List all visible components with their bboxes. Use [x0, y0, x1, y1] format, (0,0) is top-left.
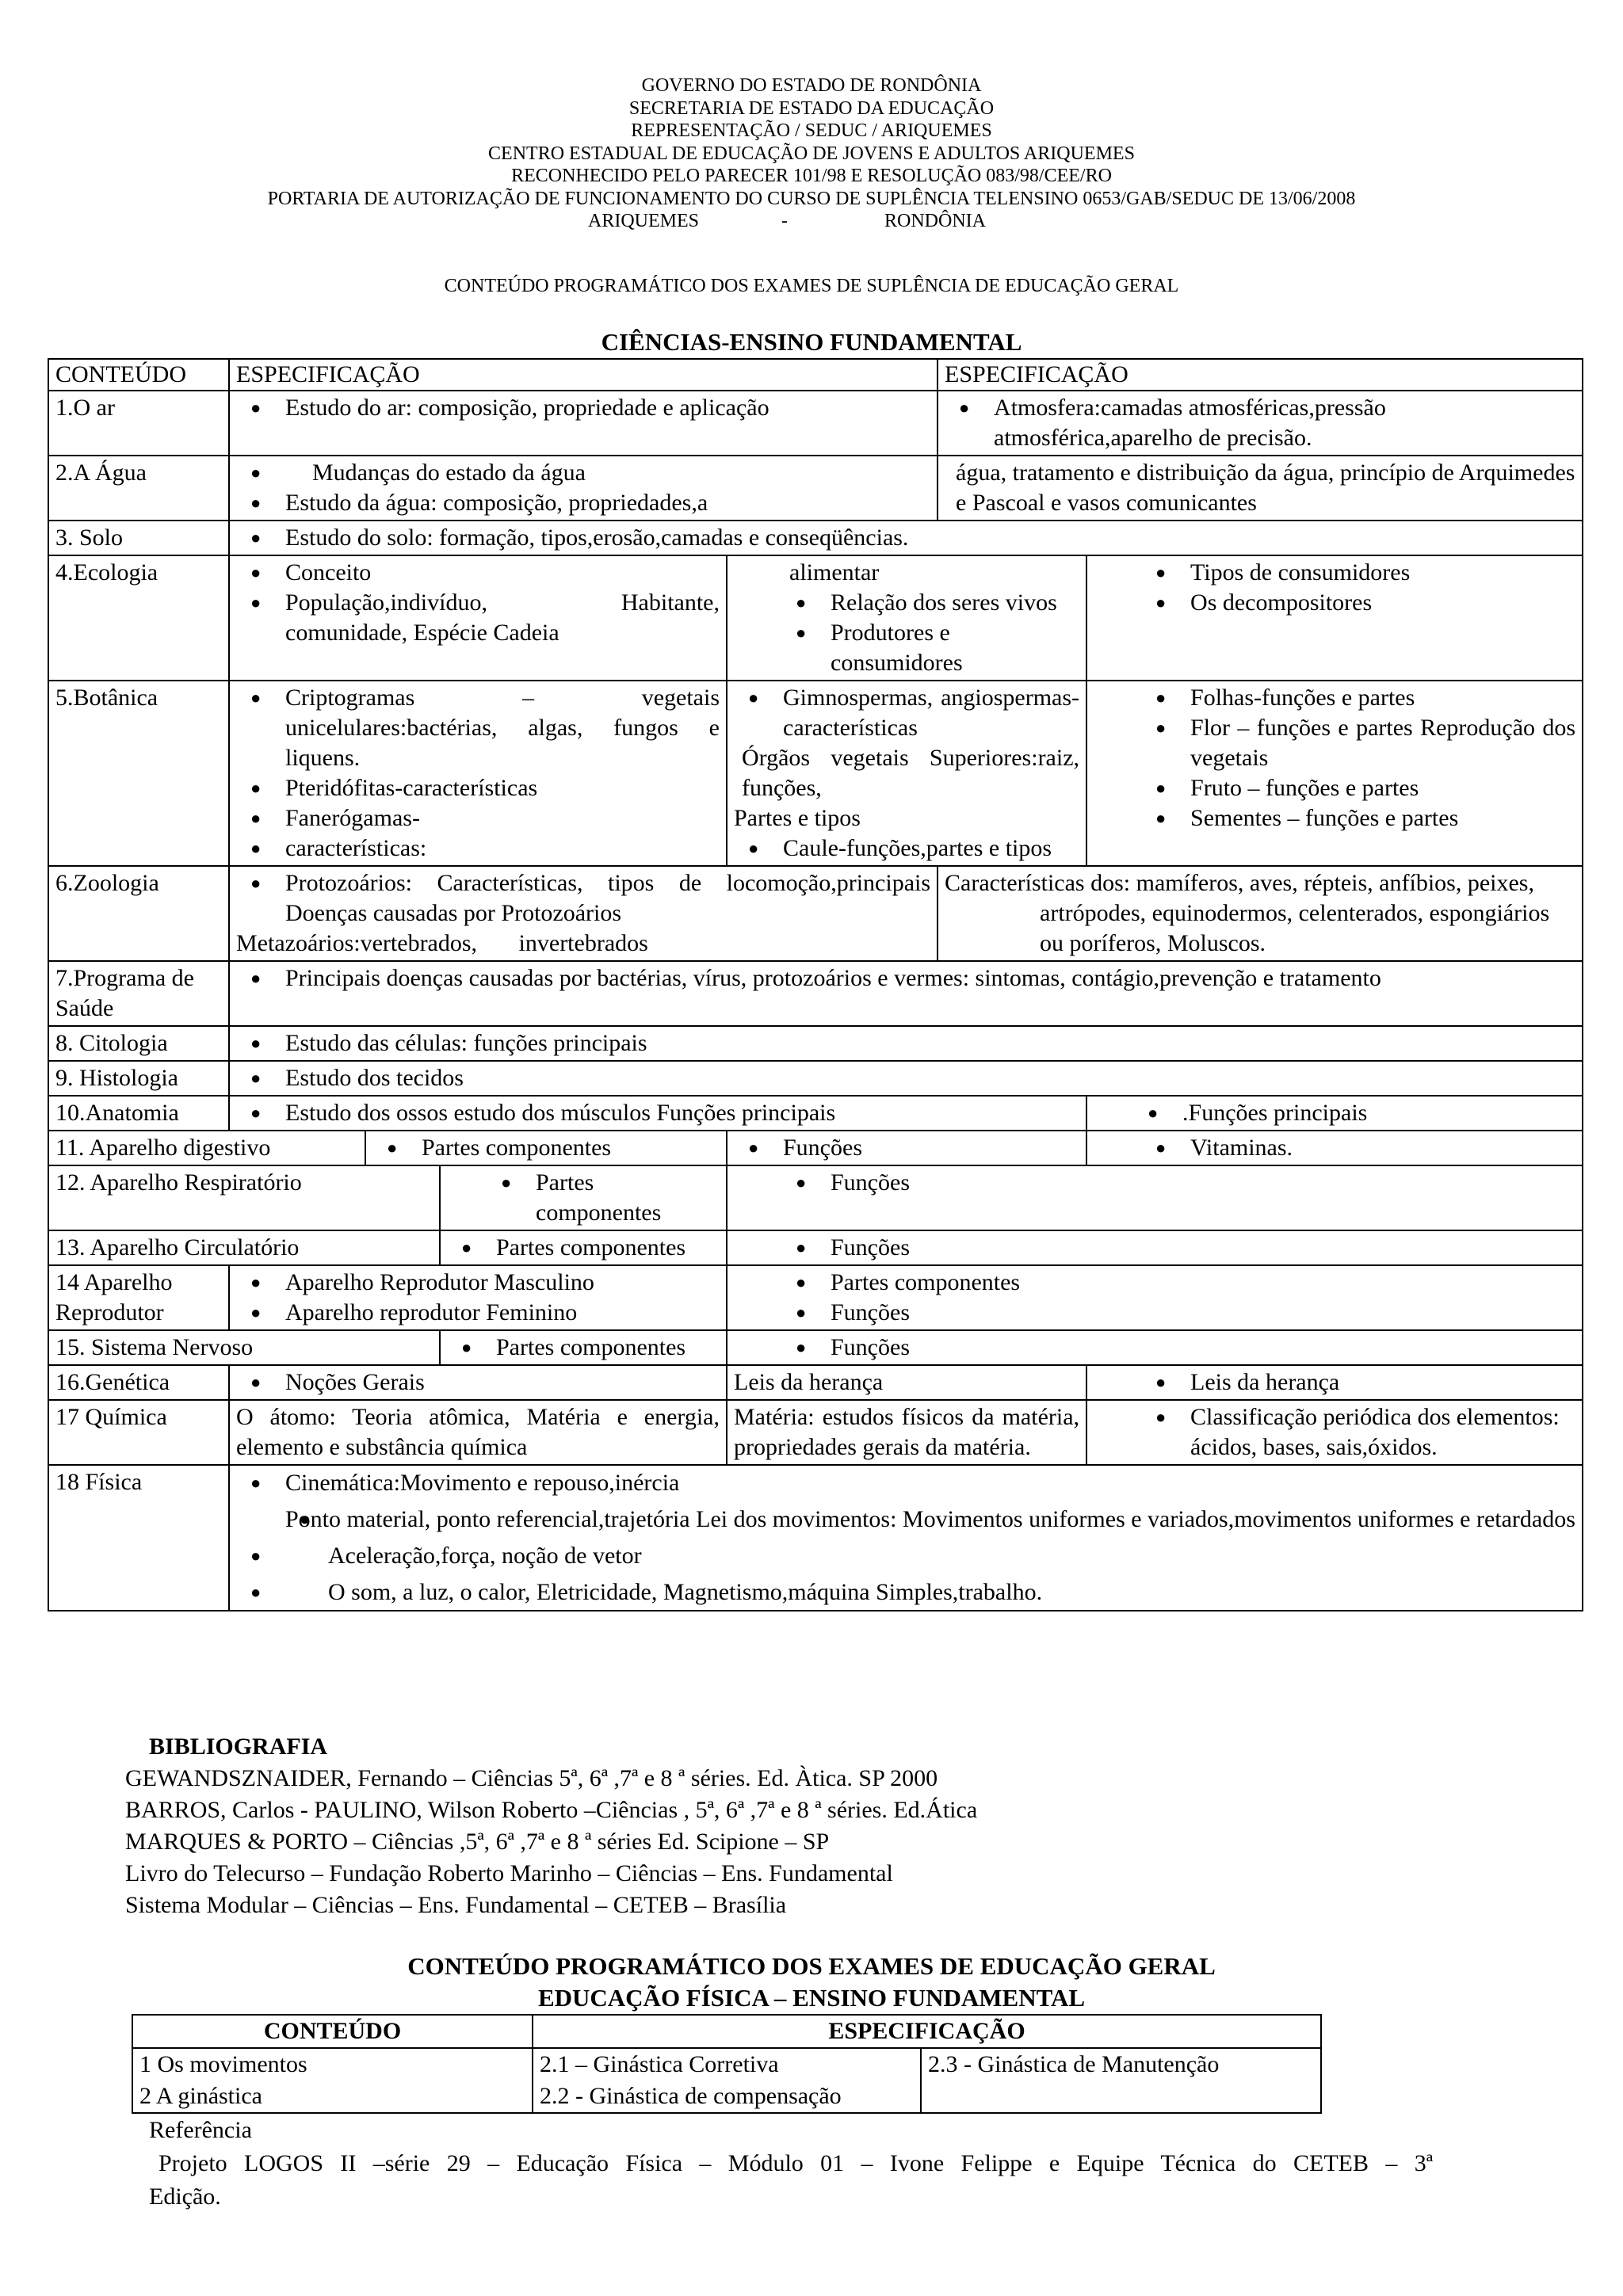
list-item: ● População,indivíduo, Habitante, comunidade, Espécie Cadeia [236, 588, 720, 648]
list-item: ● Ponto material, ponto referencial,trajetória Lei dos movimentos: Movimentos uniformes e variados,movimentos uniformes e retardados [236, 1504, 1575, 1535]
table-row [48, 1465, 1583, 1611]
header-line: RECONHECIDO PELO PARECER 101/98 E RESOLUÇÃO 083/98/CEE/RO [511, 166, 1112, 186]
row-label: 3. Solo [48, 521, 229, 555]
list-item: ● Aparelho reprodutor Feminino [236, 1298, 720, 1328]
row-label: 11. Aparelho digestivo [48, 1131, 365, 1165]
list-item: ● Vitaminas. [1141, 1133, 1575, 1163]
table-row [48, 1230, 1583, 1265]
table-row [48, 1330, 1583, 1365]
list-item: ● Tipos de consumidores [1141, 558, 1575, 588]
referencia-text: Projeto LOGOS II –série 29 – Educação Física – Módulo 01 – Ivone Felippe e Equipe Técnica do CETEB – 3ª [158, 2150, 1433, 2176]
table-row [48, 1165, 1583, 1230]
educacao-fisica-table [132, 2014, 1322, 2114]
header-conteudo: CONTEÚDO [48, 359, 229, 391]
list-item: ● Sementes – funções e partes [1141, 803, 1575, 833]
row-label: 8. Citologia [48, 1026, 229, 1061]
cell-text: 2.2 - Ginástica de compensação [540, 2083, 842, 2109]
referencia-text: Edição. [149, 2183, 221, 2210]
cell-text: água, tratamento e distribuição da água, princípio de Arquimedes e Pascoal e vasos comunicantes [938, 456, 1583, 521]
row-label: 2.A Água [48, 456, 229, 521]
list-item: ● Cinemática:Movimento e repouso,inércia [236, 1467, 1575, 1499]
header-city: ARIQUEMES [588, 211, 700, 231]
list-item: ● Conceito [236, 558, 720, 588]
header-line: PORTARIA DE AUTORIZAÇÃO DE FUNCIONAMENTO DO CURSO DE SUPLÊNCIA TELENSINO 0653/GAB/SEDUC DE 13/06/2008 [267, 188, 1356, 209]
row-label: 1.O ar [48, 391, 229, 456]
row-label: 17 Química [48, 1400, 229, 1465]
header-line: SECRETARIA DE ESTADO DA EDUCAÇÃO [628, 97, 995, 119]
list-item: ● Funções [734, 1133, 1079, 1163]
list-item: ● Noções Gerais [236, 1367, 720, 1398]
cell-text: Matéria: estudos físicos da matéria, propriedades gerais da matéria. [734, 1404, 1080, 1460]
header-dash: - [781, 211, 788, 231]
row-label: 7.Programa de Saúde [48, 961, 229, 1026]
cell-text: Leis da herança [727, 1365, 1086, 1400]
list-item: ● Os decompositores [1141, 588, 1575, 618]
row-label: 16.Genética [48, 1365, 229, 1400]
table-row [48, 1265, 1583, 1330]
list-item: ● Estudo das células: funções principais [236, 1028, 1575, 1058]
row-label: 13. Aparelho Circulatório [48, 1230, 440, 1265]
bibliography-title: BIBLIOGRAFIA [149, 1733, 328, 1760]
list-item: ● Estudo dos ossos estudo dos músculos Funções principais [236, 1098, 1079, 1128]
list-item: ● Atmosfera:camadas atmosféricas,pressão atmosférica,aparelho de precisão. [945, 393, 1575, 453]
header-state: RONDÔNIA [884, 211, 986, 231]
table-row [48, 1096, 1583, 1131]
list-item: ● Principais doenças causadas por bactérias, vírus, protozoários e vermes: sintomas, contágio,prevenção e tratamento [236, 963, 1575, 994]
list-item: ● Funções [781, 1233, 1575, 1263]
header-especificacao: ESPECIFICAÇÃO [533, 2015, 1321, 2048]
cell-text: 2.1 – Ginástica Corretiva [540, 2051, 779, 2077]
list-item: ● Leis da herança [1141, 1367, 1575, 1398]
table-row [132, 2048, 1321, 2113]
table-row [48, 555, 1583, 681]
table-header-row [132, 2015, 1321, 2048]
list-item: ● Características dos: mamíferos, aves, répteis, anfíbios, peixes, artrópodes, equinodermos, celenterados, espongiários ou poríferos, Moluscos. [945, 868, 1575, 959]
list-item: ● Estudo da água: composição, propriedades,a [236, 488, 930, 518]
table-row [48, 521, 1583, 555]
header-line: GOVERNO DO ESTADO DE RONDÔNIA [641, 75, 982, 96]
list-item: ● Folhas-funções e partes [1141, 683, 1575, 713]
cell-text: Metazoários:vertebrados, invertebrados [236, 930, 648, 956]
header-especificacao-1: ESPECIFICAÇÃO [229, 359, 938, 391]
bibliography [125, 1731, 977, 1921]
list-item: ● Partes componentes [447, 1333, 720, 1363]
referencia [149, 2114, 1433, 2214]
document-subtitle: CONTEÚDO PROGRAMÁTICO DOS EXAMES DE SUPLÊNCIA DE EDUCAÇÃO GERAL [444, 276, 1179, 296]
table-row [48, 681, 1583, 866]
cell-text: 2.3 - Ginástica de Manutenção [921, 2048, 1321, 2113]
bibliography-item: BARROS, Carlos - PAULINO, Wilson Roberto –Ciências , 5ª, 6ª ,7ª e 8 ª séries. Ed.Ática [125, 1797, 978, 1823]
table-row [48, 866, 1583, 961]
list-item: ● Partes componentes [487, 1168, 720, 1228]
list-item: ● Flor – funções e partes Reprodução dos vegetais [1141, 713, 1575, 773]
list-item: ● Aceleração,força, noção de vetor [236, 1540, 1575, 1572]
list-item: ● Classificação periódica dos elementos: ácidos, bases, sais,óxidos. [1141, 1402, 1575, 1463]
list-item: ● Funções [781, 1333, 1575, 1363]
cell-text: O átomo: Teoria atômica, Matéria e energia, elemento e substância química [236, 1404, 720, 1460]
section-title-educacao-fisica [0, 1951, 1623, 2014]
header-conteudo: CONTEÚDO [132, 2015, 533, 2048]
header-especificacao-2: ESPECIFICAÇÃO [938, 359, 1583, 391]
list-item: ● Criptogramas – vegetais unicelulares:bactérias, algas, fungos e liquens. [236, 683, 720, 773]
list-item: ● Fruto – funções e partes [1141, 773, 1575, 803]
list-item: ● .Funções principais [1133, 1098, 1575, 1128]
ciencias-table [48, 358, 1583, 1611]
table-row [48, 1026, 1583, 1061]
list-item: ● Produtores e consumidores [781, 618, 1079, 678]
list-item: ● Pteridófitas-características [236, 773, 720, 803]
row-label: 4.Ecologia [48, 555, 229, 681]
list-item: ● Mudanças do estado da água [236, 458, 930, 488]
table-row [48, 961, 1583, 1026]
list-item: ● Partes componentes [781, 1268, 1575, 1298]
bibliography-item: GEWANDSZNAIDER, Fernando – Ciências 5ª, 6ª ,7ª e 8 ª séries. Ed. Àtica. SP 2000 [125, 1765, 938, 1791]
cell-text: Partes e tipos [734, 805, 861, 831]
cell-text: alimentar [789, 559, 880, 585]
header-line: REPRESENTAÇÃO / SEDUC / ARIQUEMES [631, 120, 992, 141]
header-line: CENTRO ESTADUAL DE EDUCAÇÃO DE JOVENS E ADULTOS ARIQUEMES [488, 143, 1135, 164]
table-row [48, 1061, 1583, 1096]
list-item: ● Caule-funções,partes e tipos [734, 833, 1079, 864]
row-label: 6.Zoologia [48, 866, 229, 961]
header-location [0, 210, 1623, 232]
list-item: ● Gimnospermas, angiospermas-características [734, 683, 1079, 743]
list-item: ● Fanerógamas- [236, 803, 720, 833]
section-title-ciencias: CIÊNCIAS-ENSINO FUNDAMENTAL [601, 328, 1022, 356]
bibliography-item: Livro do Telecurso – Fundação Roberto Marinho – Ciências – Ens. Fundamental [125, 1860, 893, 1886]
bibliography-item: MARQUES & PORTO – Ciências ,5ª, 6ª ,7ª e 8 ª séries Ed. Scipione – SP [125, 1829, 830, 1855]
row-label: 12. Aparelho Respiratório [48, 1165, 440, 1230]
document-header [0, 74, 1623, 232]
row-label: 15. Sistema Nervoso [48, 1330, 440, 1365]
table-row [48, 456, 1583, 521]
table-row [48, 1365, 1583, 1400]
list-item: ● Funções [781, 1168, 1575, 1198]
table-row [48, 391, 1583, 456]
table-header-row [48, 359, 1583, 391]
cell-text: 1 Os movimentos [139, 2051, 307, 2077]
row-label: 5.Botânica [48, 681, 229, 866]
row-label: 10.Anatomia [48, 1096, 229, 1131]
list-item: ● Partes componentes [447, 1233, 720, 1263]
list-item: ● Protozoários: Características, tipos de locomoção,principais Doenças causadas por Protozoários [236, 868, 930, 929]
row-label: 9. Histologia [48, 1061, 229, 1096]
referencia-title: Referência [149, 2117, 252, 2143]
section-title-line: EDUCAÇÃO FÍSICA – ENSINO FUNDAMENTAL [537, 1984, 1086, 2012]
cell-text: Órgãos vegetais Superiores:raiz, funções, [742, 745, 1080, 801]
table-row [48, 1400, 1583, 1465]
list-item: ● Estudo do ar: composição, propriedade e aplicação [236, 393, 930, 423]
row-label: 14 Aparelho Reprodutor [48, 1265, 229, 1330]
list-item: ● Estudo do solo: formação, tipos,erosão,camadas e conseqüências. [236, 523, 1575, 553]
row-label: 18 Física [48, 1465, 229, 1611]
list-item: ● Aparelho Reprodutor Masculino [236, 1268, 720, 1298]
list-item: ● Relação dos seres vivos [781, 588, 1079, 618]
list-item: ● Estudo dos tecidos [236, 1063, 1575, 1093]
bibliography-item: Sistema Modular – Ciências – Ens. Fundamental – CETEB – Brasília [125, 1892, 787, 1918]
table-row [48, 1131, 1583, 1165]
list-item: ● Funções [781, 1298, 1575, 1328]
cell-text: 2 A ginástica [139, 2083, 262, 2109]
section-title-line: CONTEÚDO PROGRAMÁTICO DOS EXAMES DE EDUCAÇÃO GERAL [407, 1952, 1216, 1980]
list-item: ● características: [236, 833, 720, 864]
list-item: ● Partes componentes [372, 1133, 720, 1163]
list-item: ● O som, a luz, o calor, Eletricidade, Magnetismo,máquina Simples,trabalho. [236, 1577, 1575, 1608]
